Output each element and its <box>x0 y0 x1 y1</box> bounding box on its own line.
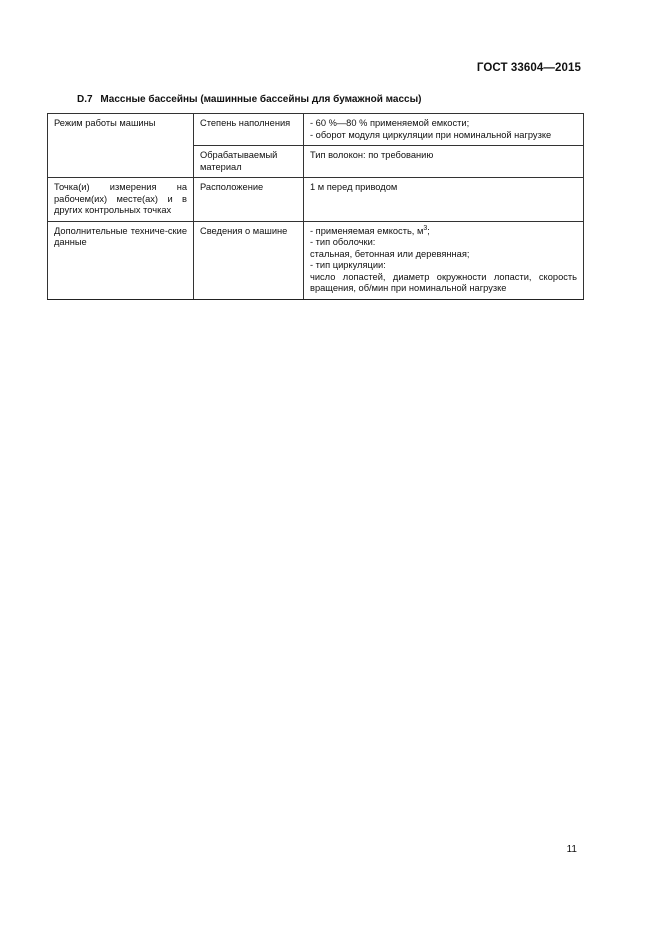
table-row <box>48 114 584 146</box>
section-heading <box>77 94 421 105</box>
shell-material-line: стальная, бетонная или деревянная; <box>310 248 470 259</box>
capacity-text: - применяемая емкость, м <box>310 225 424 236</box>
capacity-end: ; <box>427 225 430 236</box>
circulation-type-line: - тип циркуляции: <box>310 260 386 270</box>
fill-degree-line-2: - оборот модуля циркуляции при номинальной нагрузке <box>310 129 552 140</box>
fill-degree-line-1: - 60 %—80 % применяемой емкости; <box>310 118 470 128</box>
spec-table <box>47 113 584 300</box>
section-number: D.7 <box>77 94 93 105</box>
cell-fill-degree-value <box>304 114 584 146</box>
cell-fill-degree-label: Степень наполнения <box>194 114 304 146</box>
cell-machine-info-value <box>304 221 584 299</box>
cell-machine-mode: Режим работы машины <box>48 114 194 178</box>
cell-location-label: Расположение <box>194 178 304 222</box>
shell-type-line: - тип оболочки: <box>310 237 376 247</box>
section-title-text: Массные бассейны (машинные бассейны для бумажной массы) <box>100 94 422 105</box>
cell-measure-points: Точка(и) измерения на рабочем(их) месте(ах) и в других контрольных точках <box>48 178 194 222</box>
table-row <box>48 221 584 299</box>
cell-extra-data: Дополнительные техниче-ские данные <box>48 221 194 299</box>
cell-machine-info-label: Сведения о машине <box>194 221 304 299</box>
circulation-detail-line: число лопастей, диаметр окружности лопасти, скорость вращения, об/мин при номинальной нагрузке <box>310 271 577 293</box>
cell-material-value: Тип волокон: по требованию <box>304 146 584 178</box>
table-row <box>48 178 584 222</box>
capacity-unit-sup: 3 <box>423 224 428 232</box>
page-number: 11 <box>566 844 577 855</box>
capacity-line <box>310 226 577 238</box>
cell-material-label: Обрабатываемый материал <box>194 146 304 178</box>
document-code: ГОСТ 33604—2015 <box>476 62 581 74</box>
cell-location-value: 1 м перед приводом <box>304 178 584 222</box>
